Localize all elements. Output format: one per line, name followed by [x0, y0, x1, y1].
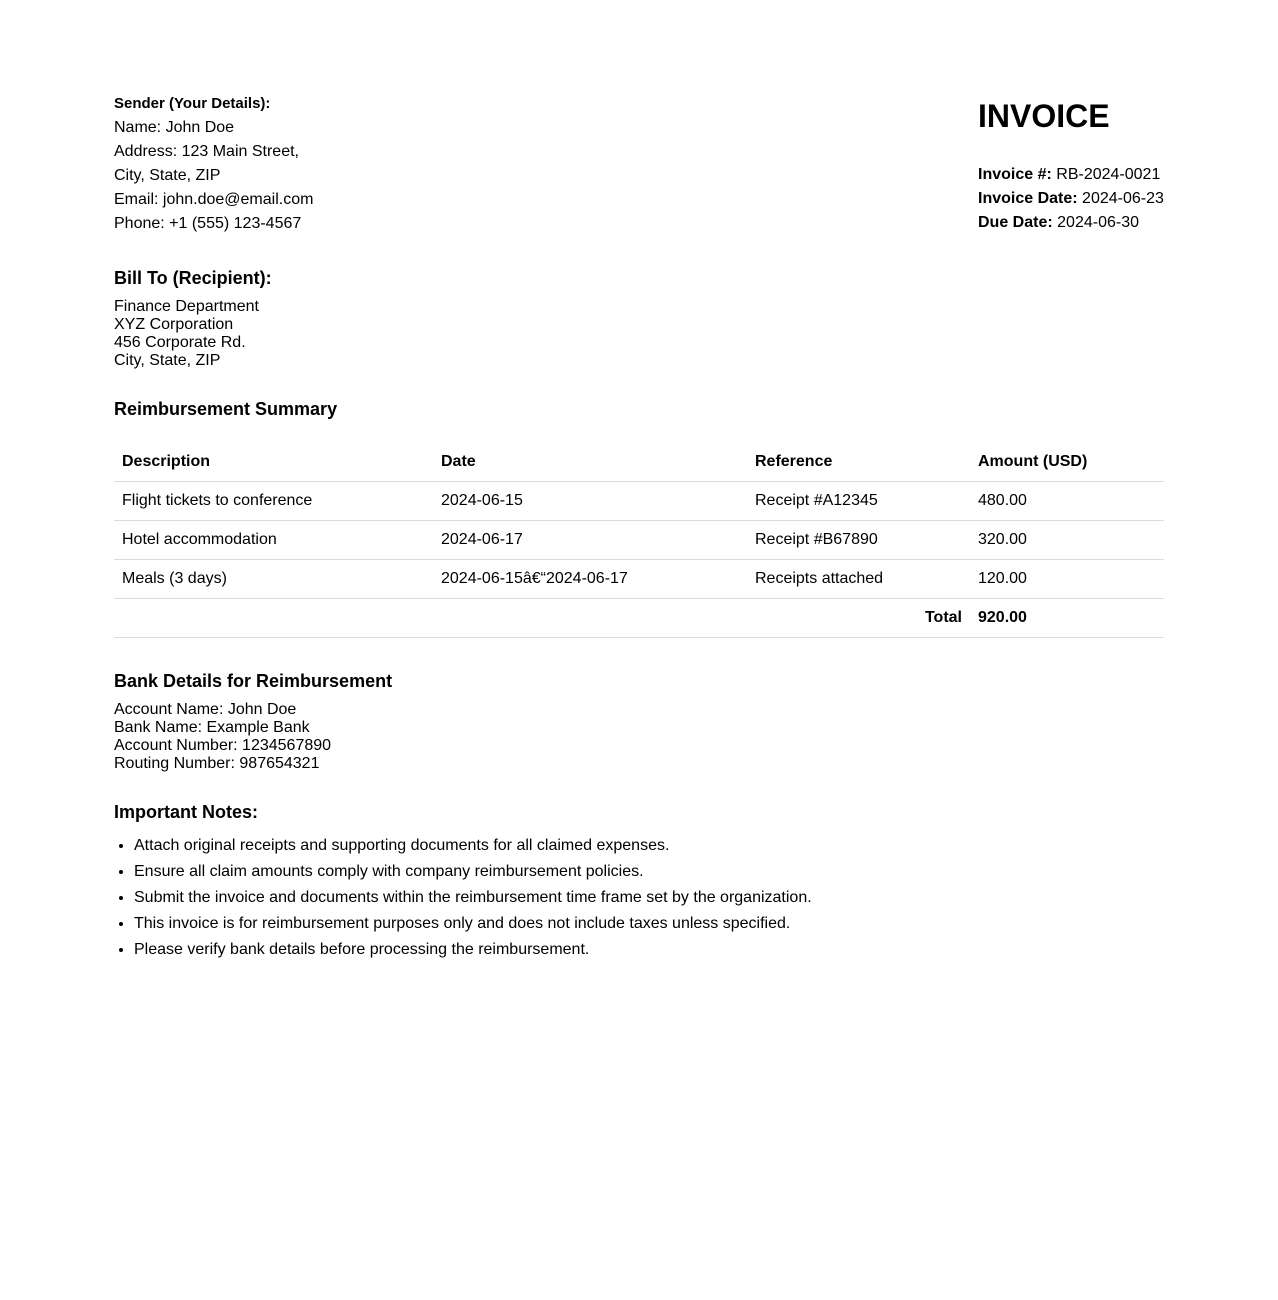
- table-row: [114, 482, 1164, 521]
- sender-address-line-1: Address: 123 Main Street,: [114, 143, 299, 160]
- total-label: Total: [114, 599, 970, 638]
- cell-amount: 480.00: [970, 482, 1164, 521]
- bill-to-line: Finance Department: [114, 298, 259, 315]
- cell-date: 2024-06-17: [433, 521, 747, 560]
- cell-description: Flight tickets to conference: [114, 482, 433, 521]
- invoice-date: 2024-06-23: [1082, 190, 1164, 207]
- bank-details-lines: [114, 701, 392, 773]
- cell-reference: Receipt #B67890: [747, 521, 970, 560]
- important-notes: [114, 801, 812, 963]
- due-date-line: [978, 211, 1164, 235]
- invoice-number-label: Invoice #:: [978, 166, 1052, 183]
- table-header-row: [114, 443, 1164, 482]
- table-row: [114, 560, 1164, 599]
- bank-account-name: Account Name: John Doe: [114, 701, 297, 718]
- notes-list: [114, 833, 812, 963]
- sender-title: Sender (Your Details):: [114, 95, 271, 112]
- cell-date: 2024-06-15: [433, 482, 747, 521]
- notes-heading: Important Notes:: [114, 802, 258, 822]
- bank-name: Bank Name: Example Bank: [114, 719, 310, 736]
- sender-phone: Phone: +1 (555) 123-4567: [114, 215, 302, 232]
- reimbursement-table: [114, 443, 1164, 638]
- bank-details: [114, 670, 392, 773]
- bill-to-line: City, State, ZIP: [114, 352, 221, 369]
- bill-to-address: [114, 298, 272, 370]
- list-item: • Attach original receipts and supporting documents for all claimed expenses.: [134, 833, 812, 859]
- list-item: • This invoice is for reimbursement purposes only and does not include taxes unless specified.: [134, 911, 812, 937]
- table-row: [114, 521, 1164, 560]
- total-row: [114, 599, 1164, 638]
- due-date: 2024-06-30: [1057, 214, 1139, 231]
- invoice-title: INVOICE: [978, 98, 1110, 134]
- invoice-date-line: [978, 187, 1164, 211]
- due-date-label: Due Date:: [978, 214, 1053, 231]
- list-item: • Please verify bank details before processing the reimbursement.: [134, 937, 812, 963]
- list-item: • Ensure all claim amounts comply with company reimbursement policies.: [134, 859, 812, 885]
- bill-to-line: XYZ Corporation: [114, 316, 234, 333]
- bill-to-line: 456 Corporate Rd.: [114, 334, 246, 351]
- summary-heading: Reimbursement Summary: [114, 399, 338, 419]
- column-header-reference: Reference: [747, 443, 970, 482]
- sender-address-line-2: City, State, ZIP: [114, 167, 221, 184]
- cell-date: 2024-06-15â€“2024-06-17: [433, 560, 747, 599]
- column-header-date: Date: [433, 443, 747, 482]
- invoice-date-label: Invoice Date:: [978, 190, 1078, 207]
- cell-description: Hotel accommodation: [114, 521, 433, 560]
- invoice-meta: [978, 96, 1164, 235]
- bank-account-number: Account Number: 1234567890: [114, 737, 332, 754]
- cell-amount: 320.00: [970, 521, 1164, 560]
- column-header-description: Description: [114, 443, 433, 482]
- cell-reference: Receipts attached: [747, 560, 970, 599]
- invoice-number: RB-2024-0021: [1056, 166, 1161, 183]
- sender-email: Email: john.doe@email.com: [114, 191, 314, 208]
- cell-amount: 120.00: [970, 560, 1164, 599]
- cell-description: Meals (3 days): [114, 560, 433, 599]
- list-item: • Submit the invoice and documents within the reimbursement time frame set by the organization.: [134, 885, 812, 911]
- total-amount: 920.00: [970, 599, 1164, 638]
- cell-reference: Receipt #A12345: [747, 482, 970, 521]
- bill-to: [114, 267, 272, 370]
- column-header-amount: Amount (USD): [970, 443, 1164, 482]
- bank-routing-number: Routing Number: 987654321: [114, 755, 320, 772]
- bank-details-heading: Bank Details for Reimbursement: [114, 671, 393, 691]
- invoice-number-line: [978, 163, 1164, 187]
- sender-name: Name: John Doe: [114, 119, 235, 136]
- bill-to-heading: Bill To (Recipient):: [114, 268, 272, 288]
- sender-details: [114, 92, 313, 236]
